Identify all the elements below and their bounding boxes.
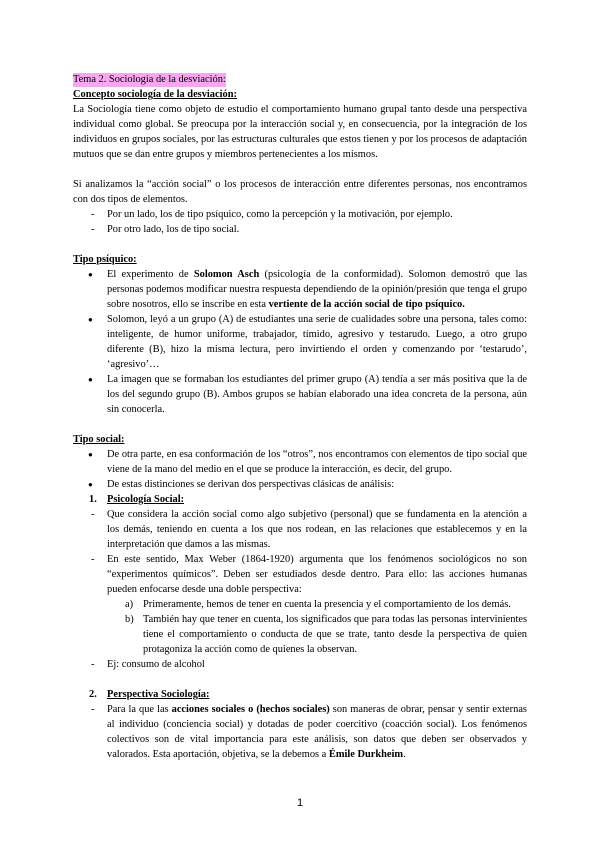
topic-heading: Tema 2. Sociología de la desviación:: [73, 74, 226, 85]
list-item: ● De otra parte, en esa conformación de los “otros”, nos encontramos con elementos de tipo social que viene de la mano del medio en el que se produce la interacción, es decir, del grupo.: [88, 449, 527, 475]
list-item: ● De estas distinciones se derivan dos perspectivas clásicas de análisis:: [88, 479, 395, 490]
list-item: - En este sentido, Max Weber (1864-1920) argumenta que los fenómenos sociológicos no son “experimentos químicos”. Deben ser estudiados desde dentro. Para ello: las acciones humanas pueden enfocarse desde una doble perspectiva:: [91, 554, 527, 595]
concept-heading: Concepto sociología de la desviación:: [73, 89, 237, 100]
list-item: a) Primeramente, hemos de tener en cuenta la presencia y el comportamiento de los demás.: [125, 599, 511, 610]
list-item: - Por otro lado, los de tipo social.: [91, 224, 240, 235]
weber-perspective-list: [73, 597, 527, 657]
list-item: ● Solomon, leyó a un grupo (A) de estudiantes una serie de cualidades sobre una persona, tales como: inteligente, de humor uniforme, trabajador, tímido, agresivo y testarudo. Luego, a otro grupo diferente (B), hizo la misma lectura, pero invirtiendo el orden y comenzando por ‘testarudo’, ‘agresivo’…: [88, 314, 527, 370]
psychic-list: [73, 267, 527, 417]
social-action-paragraph: Si analizamos la “acción social” o los procesos de interacción entre diferentes personas, nos encontramos con dos tipos de elementos.: [73, 179, 527, 205]
social-heading: Tipo social:: [73, 434, 125, 445]
intro-paragraph: La Sociología tiene como objeto de estudio el comportamiento humano grupal tanto desde una perspectiva individual como global. Se preocupa por la interacción social y, en consecuencia, por la integración de los individuos en grupos sociales, por las estructuras culturales que estos tienen y por los procesos de adaptación mutuos que se dan entre grupos y miembros pertenecientes a los mismos.: [73, 104, 527, 160]
social-list: [73, 447, 527, 492]
page-number: 1: [296, 797, 304, 809]
perspective-2-heading: 2. Perspectiva Sociología:: [89, 689, 210, 700]
list-item: - Ej: consumo de alcohol: [91, 659, 205, 670]
list-item: - Para la que las acciones sociales o (hechos sociales) son maneras de obrar, pensar y sentir externas al individuo (conciencia social) y dotadas de poder coercitivo (coacción social). Los fenómenos colectivos son de vital importancia para este análisis, son datos que deben ser observados y valorados. Esta aportación, objetiva, se la debemos a Émile Durkheim.: [91, 704, 527, 760]
list-item: ● El experimento de Solomon Asch (psicología de la conformidad). Solomon demostró que las personas podemos modificar nuestra respuesta dependiendo de la opinión/presión que tenga el grupo sobre nosotros, ello se inscribe en esta vertiente de la acción social de tipo psíquico.: [88, 269, 527, 310]
list-item: b) También hay que tener en cuenta, los significados que para todas las personas intervinientes tiene el comportamiento o conducta de que se trate, tanto desde la perspectiva de quien protagoniza la acción como de quienes la observan.: [125, 614, 527, 655]
perspective-1-heading: 1. Psicología Social:: [89, 494, 185, 505]
list-item: - Que considera la acción social como algo subjetivo (personal) que se fundamenta en la atención a los demás, teniendo en cuenta a los que nos rodean, en las relaciones que establecemos y en la interpretación que damos a las mismas.: [91, 509, 527, 550]
psychic-heading: Tipo psíquico:: [73, 254, 137, 265]
social-psychology-list: [73, 507, 527, 597]
list-item: - Por un lado, los de tipo psíquico, como la percepción y la motivación, por ejemplo.: [91, 209, 453, 220]
sociology-perspective-list: [73, 702, 527, 762]
example-list: [73, 657, 527, 672]
document-body: [73, 72, 527, 762]
list-item: ● La imagen que se formaban los estudiantes del primer grupo (A) tendía a ser más positiva que la de los del segundo grupo (B). Ambos grupos se habían elaborado una idea concreta de la persona, aún sin conocerla.: [88, 374, 527, 415]
element-types-list: [73, 207, 527, 237]
